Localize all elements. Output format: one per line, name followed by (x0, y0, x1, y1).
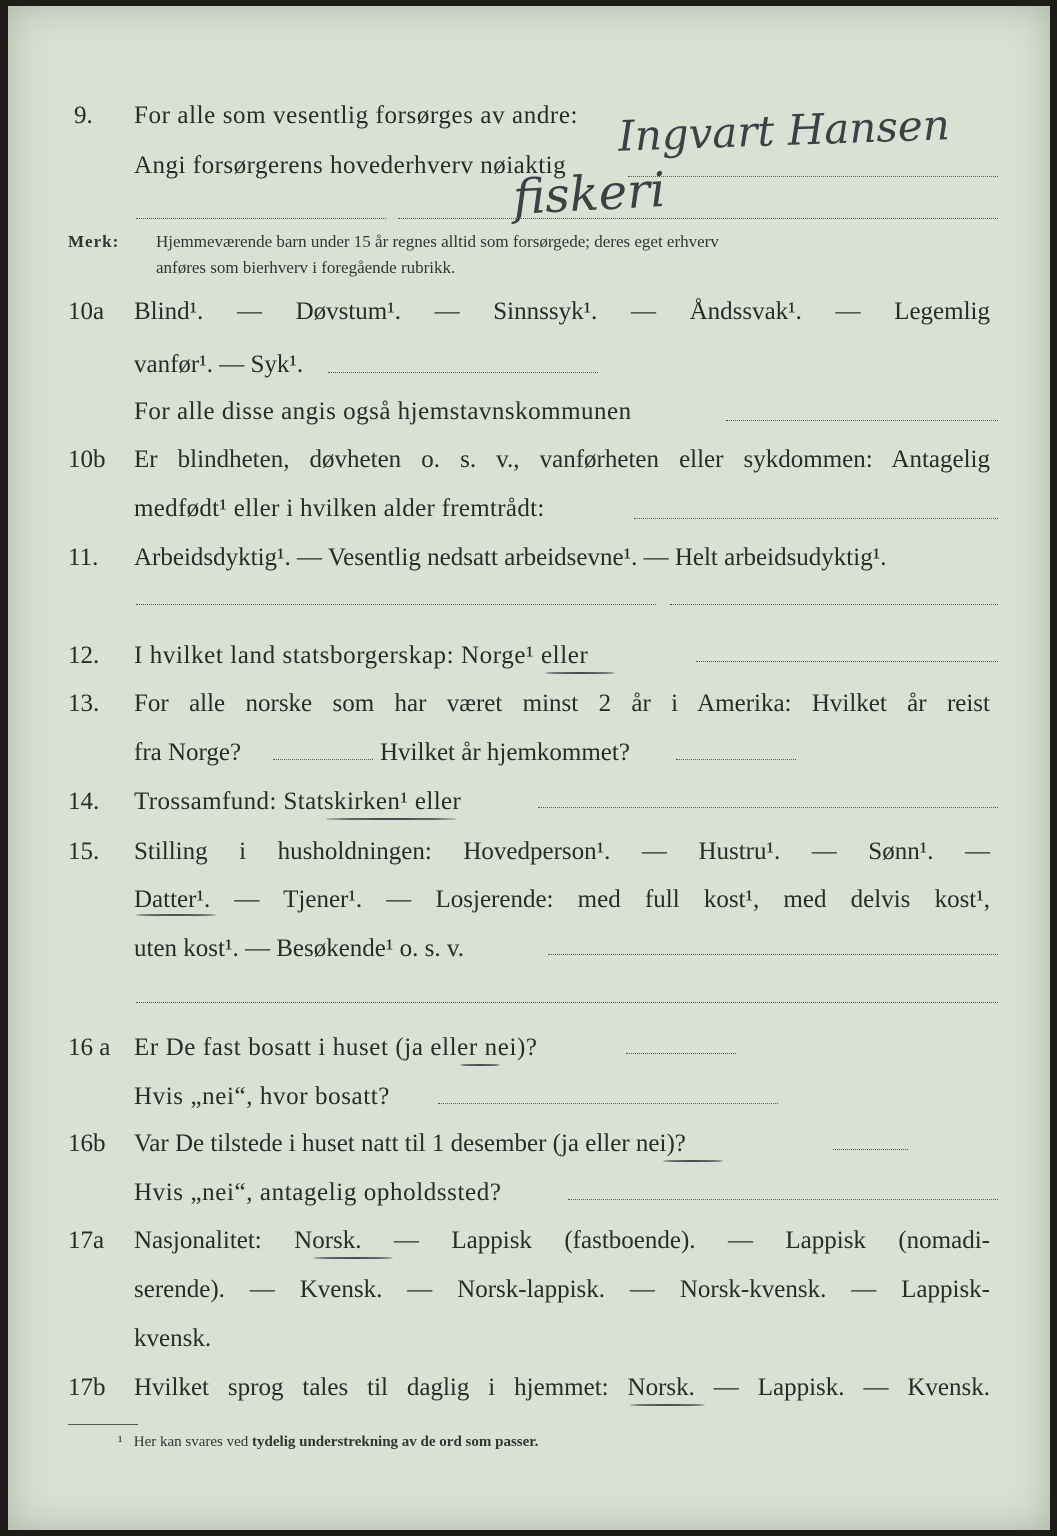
q14-row-1 (8, 788, 1050, 828)
q9-question-line2: Angi forsørgerens hovederhverv nøiaktig (134, 152, 567, 179)
q16a-answer-line-2 (438, 1103, 778, 1104)
q14-question-line1: Trossamfund: Statskirken¹ eller (134, 788, 462, 815)
q17a-row-1 (8, 1227, 1050, 1267)
q15-question-line1: Stilling i husholdningen: Hovedperson¹. — Hustru¹. — Sønn¹. — (134, 838, 990, 865)
q16a-question-line2: Hvis „nei“, hvor bosatt? (134, 1083, 391, 1110)
q17a-row-3 (8, 1325, 1050, 1365)
q17b-question-line1: Hvilket sprog tales til daglig i hjemmet: Norsk. — Lappisk. — Kvensk. (134, 1374, 990, 1401)
q16b-number: 16b (68, 1130, 106, 1157)
q15-answer-line-2 (136, 1002, 998, 1003)
q16a-answer-line-1 (626, 1053, 736, 1054)
q9-answer-line-2b (398, 218, 998, 219)
q16a-number: 16 a (68, 1034, 111, 1061)
q16b-answer-line-2 (568, 1199, 998, 1200)
q12-underline-norge (545, 672, 615, 674)
q13-answer-line-b (676, 759, 796, 760)
q10b-row-2 (8, 495, 1050, 535)
q11-answer-line-b (670, 604, 998, 605)
q17a-underline-norsk (313, 1257, 393, 1259)
q13-row-2 (8, 739, 1050, 779)
footnote (118, 1434, 538, 1451)
q11-number: 11. (68, 544, 99, 571)
q11-row-1 (8, 544, 1050, 584)
q13-question-line2a: fra Norge? (134, 739, 242, 766)
q15-row-2 (8, 886, 1050, 926)
q9-answer-line-2a (136, 218, 386, 219)
q17a-row-2 (8, 1276, 1050, 1316)
q13-question-line1: For alle norske som har været minst 2 år i Amerika: Hvilket år reist (134, 690, 990, 717)
q16a-underline-ja (460, 1064, 500, 1066)
q17a-question-line3: kvensk. (134, 1325, 212, 1352)
footnote-mark: ¹ (118, 1434, 123, 1450)
q14-answer-line (538, 807, 998, 808)
footnote-text-a: Her kan svares ved (133, 1434, 253, 1450)
q15-underline-datter (136, 914, 216, 916)
q10a-number: 10a (68, 298, 105, 325)
merk-text-line1: Hjemmeværende barn under 15 år regnes alltid som forsørgede; deres eget erhverv (156, 232, 719, 251)
merk-row-2 (8, 258, 1050, 298)
footnote-text-b: tydelig understrekning av de ord som passer. (252, 1434, 539, 1450)
q12-question-line1: I hvilket land statsborgerskap: Norge¹ eller (134, 642, 589, 669)
q16b-underline-ja (663, 1160, 723, 1162)
q9-number: 9. (74, 102, 93, 129)
q11-question-line1: Arbeidsdyktig¹. — Vesentlig nedsatt arbeidsevne¹. — Helt arbeidsudyktig¹. (134, 544, 887, 571)
q13-question-line2b: Hvilket år hjemkommet? (380, 739, 630, 766)
q9-handwritten-name: Ingvart Hansen (617, 100, 951, 161)
q9-question-line1: For alle som vesentlig forsørges av andre: (134, 102, 579, 129)
q9-answer-line-1 (628, 176, 998, 177)
q17b-number: 17b (68, 1374, 106, 1401)
q12-number: 12. (68, 642, 100, 669)
q10b-question-line2: medfødt¹ eller i hvilken alder fremtrådt: (134, 495, 545, 522)
q14-underline-statskirken (326, 818, 456, 820)
q17a-question-line1: Nasjonalitet: Norsk. — Lappisk (fastboende). — Lappisk (nomadi- (134, 1227, 990, 1254)
q16a-question-line1: Er De fast bosatt i huset (ja eller nei)? (134, 1034, 538, 1061)
q10a-row-2 (8, 351, 1050, 391)
q15-answer-line-1 (548, 954, 998, 955)
q15-number: 15. (68, 838, 100, 865)
q10b-answer-line (634, 518, 998, 519)
q15-row-1 (8, 838, 1050, 878)
q15-question-line3: uten kost¹. — Besøkende¹ o. s. v. (134, 935, 465, 962)
q10b-row-1 (8, 446, 1050, 486)
q17a-number: 17a (68, 1227, 105, 1254)
merk-text-line2: anføres som bierhverv i foregående rubrikk. (156, 258, 456, 277)
q15-question-line2: Datter¹. — Tjener¹. — Losjerende: med full kost¹, med delvis kost¹, (134, 886, 990, 913)
q13-answer-line-a (273, 759, 373, 760)
q9-handwritten-occupation: fiskeri (511, 162, 667, 226)
q11-answer-line-a (136, 604, 656, 605)
q10a-question-line3: For alle disse angis også hjemstavnskommunen (134, 398, 632, 425)
q15-row-3 (8, 935, 1050, 975)
census-form-page (8, 6, 1050, 1530)
q12-answer-line (696, 661, 998, 662)
footnote-divider (68, 1424, 138, 1425)
q16b-answer-line-1 (833, 1149, 908, 1150)
q10b-question-line1: Er blindheten, døvheten o. s. v., vanførheten eller sykdommen: Antagelig (134, 446, 990, 473)
q17b-row-1 (8, 1374, 1050, 1414)
q10a-row-1 (8, 298, 1050, 338)
q13-number: 13. (68, 690, 100, 717)
q16b-question-line1: Var De tilstede i huset natt til 1 desember (ja eller nei)? (134, 1130, 686, 1157)
q16b-row-1 (8, 1130, 1050, 1170)
merk-label: Merk: (68, 232, 120, 251)
q10a-answer-line-1 (328, 372, 598, 373)
q17a-question-line2: serende). — Kvensk. — Norsk-lappisk. — Norsk-kvensk. — Lappisk- (134, 1276, 990, 1303)
q16b-question-line2: Hvis „nei“, antagelig opholdssted? (134, 1179, 502, 1206)
q10a-row-3 (8, 398, 1050, 438)
q12-row-1 (8, 642, 1050, 682)
q10b-number: 10b (68, 446, 106, 473)
q14-number: 14. (68, 788, 100, 815)
q10a-question-line2: vanfør¹. — Syk¹. (134, 351, 304, 378)
q10a-question-line1: Blind¹. — Døvstum¹. — Sinnssyk¹. — Åndssvak¹. — Legemlig (134, 298, 990, 325)
q13-row-1 (8, 690, 1050, 730)
q17b-underline-norsk (630, 1404, 705, 1406)
q10a-answer-line-2 (726, 420, 998, 421)
q16a-row-1 (8, 1034, 1050, 1074)
